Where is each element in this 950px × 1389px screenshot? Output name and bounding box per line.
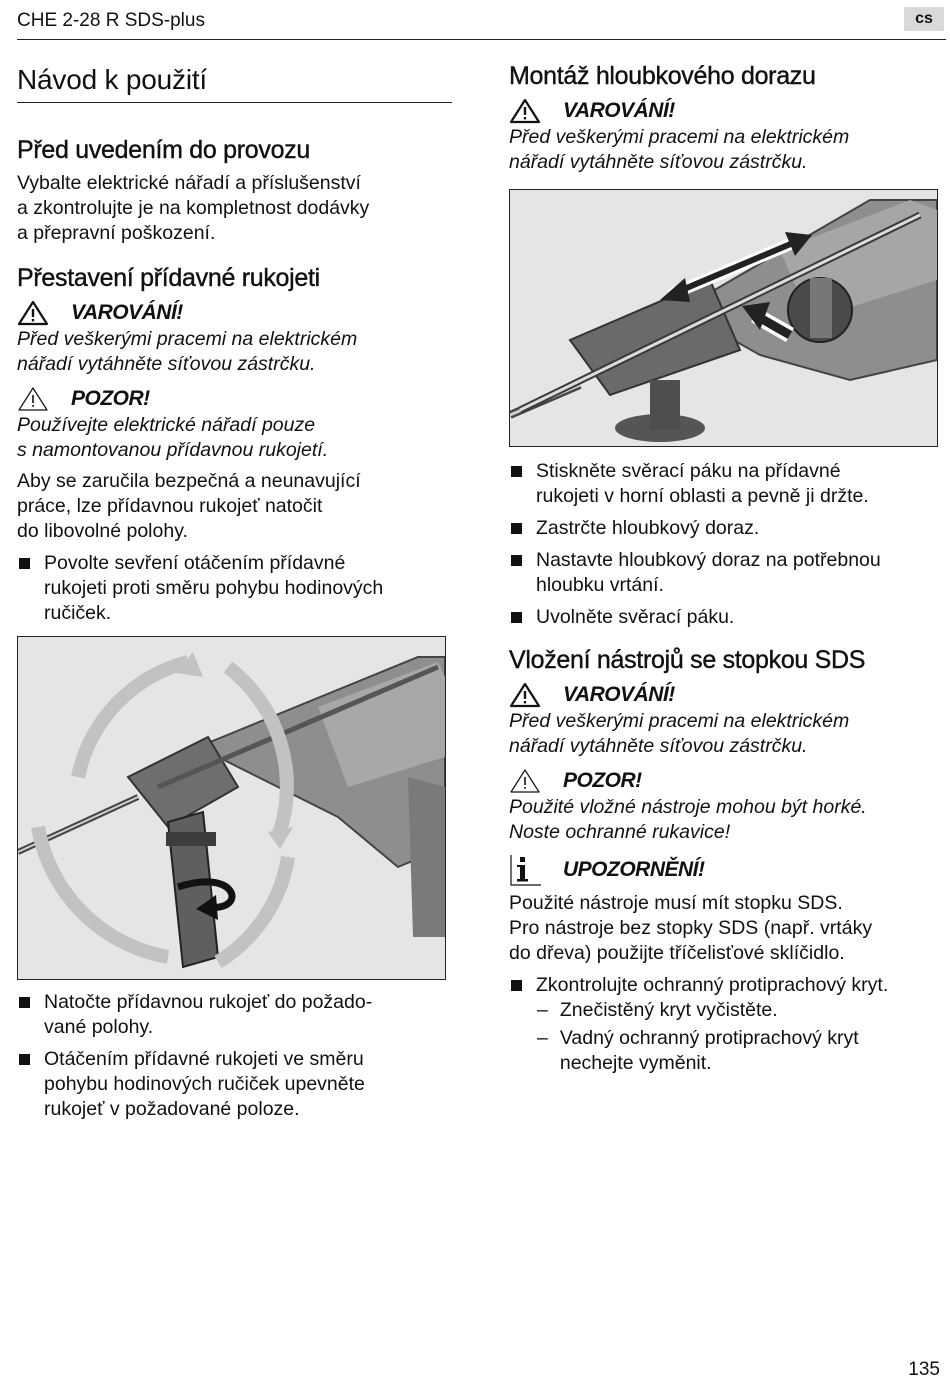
caution-text-line: Používejte elektrické nářadí pouze [17,414,316,436]
bullet-line: pohybu hodinových ručiček upevněte [44,1073,365,1095]
bullet-item [509,459,946,509]
warning-text-line: nářadí vytáhněte síťovou zástrčku. [17,353,316,375]
language-tag: cs [904,7,944,31]
section-title-sds-tools: Vložení nástrojů se stopkou SDS [509,646,866,674]
dash-line: Znečistěný kryt vyčistěte. [559,999,778,1021]
dash-line: Vadný ochranný protiprachový kryt [559,1027,859,1049]
page-number: 135 [908,1359,940,1380]
bullet-line: rukojeti proti směru pohybu hodinových [44,577,384,599]
paragraph-line: Vybalte elektrické nářadí a příslušenství [17,172,361,194]
bullet-item [17,990,457,1040]
bullet-item [509,973,946,998]
warning-triangle-icon [509,768,541,794]
caution-label: POZOR! [563,769,642,792]
header-rule [17,39,946,40]
bullet-item [17,1047,457,1122]
notice-block [509,853,946,887]
left-column [17,60,457,1122]
bullet-line: rukojeti v horní oblasti a pevně ji držte. [536,485,869,507]
bullet-line: vané polohy. [44,1016,154,1038]
paragraph-line: a zkontrolujte je na kompletnost dodávky [17,197,370,219]
warning-label: VAROVÁNÍ! [563,99,675,122]
notice-label: UPOZORNĚNÍ! [563,858,705,881]
square-bullet-icon [511,980,522,991]
warning-triangle-icon [509,682,541,708]
dash-line: nechejte vyměnit. [559,1052,712,1074]
caution-text-line: s namontovanou přídavnou rukojetí. [17,439,329,461]
paragraph-line: Aby se zaručila bezpečná a neunavující [17,470,361,492]
caution-block [509,767,946,795]
figure-depth-stop [509,189,938,447]
bullet-line: Zastrčte hloubkový doraz. [536,517,760,539]
bullet-line: Stiskněte svěrací páku na přídavné [536,460,841,482]
warning-triangle-icon [509,98,541,124]
square-bullet-icon [511,555,522,566]
bullet-line: Nastavte hloubkový doraz na potřebnou [536,549,881,571]
warning-text-line: nářadí vytáhněte síťovou zástrčku. [509,735,808,757]
warning-block [509,681,946,709]
warning-triangle-icon [17,300,49,326]
dash-marker: – [537,1027,548,1049]
figure-handle-rotation [17,636,446,980]
dash-item [509,1026,946,1076]
bullet-line: rukojeť v požadované poloze. [44,1098,300,1120]
dash-marker: – [537,999,548,1021]
warning-triangle-icon [17,386,49,412]
caution-text-line: Noste ochranné rukavice! [509,821,731,843]
page-title: Návod k použití [17,64,207,95]
paragraph-line: práce, lze přídavnou rukojeť natočit [17,495,323,517]
warning-text-line: nářadí vytáhněte síťovou zástrčku. [509,151,808,173]
bullet-line: Otáčením přídavné rukojeti ve směru [44,1048,364,1070]
drill-handle-illustration [18,637,445,979]
bullet-item [509,548,946,598]
bullet-item [509,516,946,541]
section-title-before-use: Před uvedením do provozu [17,136,310,164]
square-bullet-icon [19,1054,30,1065]
bullet-item [509,605,946,630]
paragraph-line: do libovolné polohy. [17,520,188,542]
caution-text-line: Použité vložné nástroje mohou být horké. [509,796,867,818]
warning-block [17,299,457,327]
bullet-line: Povolte sevření otáčením přídavné [44,552,346,574]
caution-block [17,385,457,413]
square-bullet-icon [19,558,30,569]
square-bullet-icon [511,523,522,534]
square-bullet-icon [511,612,522,623]
warning-label: VAROVÁNÍ! [563,683,675,706]
paragraph-line: do dřeva) použijte tříčelisťové sklíčidlo. [509,942,845,964]
warning-text-line: Před veškerými pracemi na elektrickém [509,126,850,148]
square-bullet-icon [511,466,522,477]
bullet-line: ručiček. [44,602,112,624]
caution-label: POZOR! [71,387,150,410]
warning-block [509,97,946,125]
bullet-item [17,551,457,626]
bullet-line: Natočte přídavnou rukojeť do požado- [44,991,373,1013]
square-bullet-icon [19,997,30,1008]
paragraph-line: Použité nástroje musí mít stopku SDS. [509,892,843,914]
document-header-title: CHE 2-28 R SDS-plus [17,10,205,31]
right-column [509,60,946,1076]
bullet-line: Uvolněte svěrací páku. [536,606,735,628]
warning-label: VAROVÁNÍ! [71,301,183,324]
paragraph-line: Pro nástroje bez stopky SDS (např. vrtáky [509,917,873,939]
bullet-line: Zkontrolujte ochranný protiprachový kryt. [536,974,889,996]
drill-depth-stop-illustration [510,190,937,446]
warning-text-line: Před veškerými pracemi na elektrickém [17,328,358,350]
info-i-icon [509,853,543,887]
section-title-depth-stop: Montáž hloubkového dorazu [509,62,816,90]
warning-text-line: Před veškerými pracemi na elektrickém [509,710,850,732]
bullet-line: hloubku vrtání. [536,574,664,596]
section-title-handle: Přestavení přídavné rukojeti [17,264,320,292]
dash-item [509,998,946,1023]
paragraph-line: a přepravní poškození. [17,222,216,244]
